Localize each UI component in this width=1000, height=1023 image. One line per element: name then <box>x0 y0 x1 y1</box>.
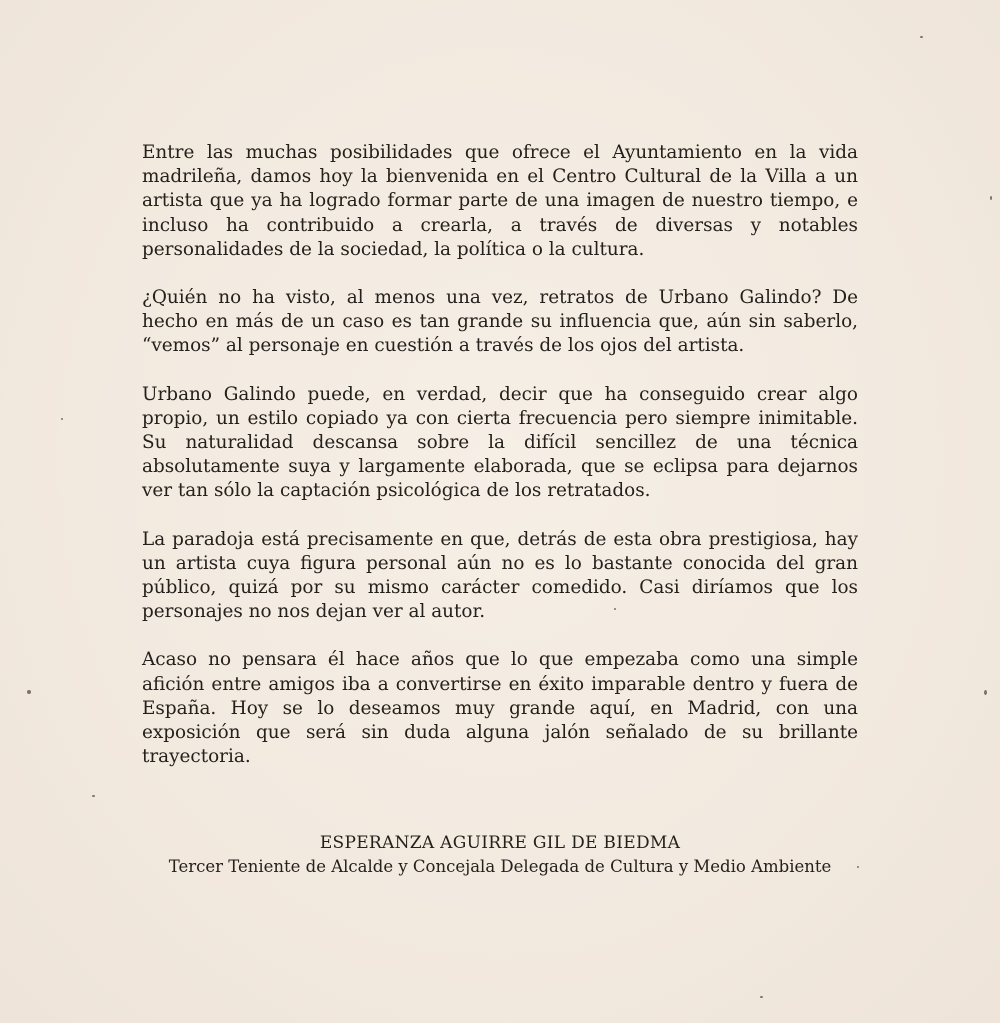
paragraph-5: Acaso no pensara él hace años que lo que empezaba como una simple afición entre amigos iba a convertirse en éxito imparable dentro y fuera de España. Hoy se lo deseamos muy grande aquí, en Madrid, con una exposición que será sin duda alguna jalón señalado de su brillante trayectoria. <box>142 649 858 768</box>
paper-speck <box>857 866 859 868</box>
paper-speck <box>92 795 95 797</box>
paragraph-2: ¿Quién no ha visto, al menos una vez, retratos de Urbano Galindo? De hecho en más de un caso es tan grande su influencia que, aún sin saberlo, “vemos” al personaje en cuestión a través de los ojos del artista. <box>142 287 858 357</box>
paper-speck <box>614 608 616 610</box>
paragraph-4: La paradoja está precisamente en que, detrás de esta obra prestigiosa, hay un artista cuya figura personal aún no es lo bastante conocida del gran público, quizá por su mismo carácter comedido. Casi diríamos que los personajes no nos dejan ver al autor. <box>142 528 858 623</box>
paragraph-3: Urbano Galindo puede, en verdad, decir que ha conseguido crear algo propio, un estilo copiado ya con cierta frecuencia pero siempre inimitable. Su naturalidad descansa sobre la difícil sencillez de una técnica absolutamente suya y largamente elaborada, que se eclipsa para dejarnos ver tan sólo la captación psicológica de los retratados. <box>142 383 858 502</box>
body-text <box>142 141 858 793</box>
paper-speck <box>920 36 923 38</box>
signatory-name: ESPERANZA AGUIRRE GIL DE BIEDMA <box>319 833 681 853</box>
signatory-role: Tercer Teniente de Alcalde y Concejala Delegada de Cultura y Medio Ambiente <box>168 857 832 876</box>
paper-speck <box>990 196 992 200</box>
signature-block <box>142 831 858 879</box>
paper-speck <box>760 996 763 998</box>
paper-speck <box>27 690 31 694</box>
paper-speck <box>984 690 987 695</box>
paragraph-1: Entre las muchas posibilidades que ofrece el Ayuntamiento en la vida madrileña, damos hoy la bienvenida en el Centro Cultural de la Villa a un artista que ya ha logrado formar parte de una imagen de nuestro tiempo, e incluso ha contribuido a crearla, a través de diversas y notables personalidades de la sociedad, la política o la cultura. <box>142 142 858 260</box>
paper-speck <box>61 418 63 420</box>
